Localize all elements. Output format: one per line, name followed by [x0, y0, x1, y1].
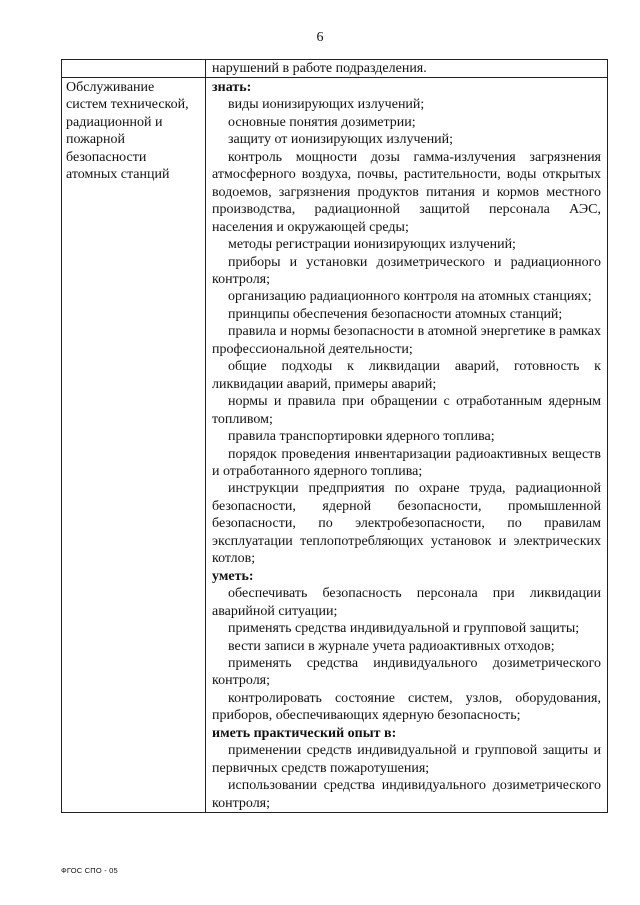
requirement-item: правила транспортировки ядерного топлива;	[228, 429, 495, 445]
activity-area-line: безопасности	[66, 149, 147, 165]
requirement-item: инструкции предприятия по охране труда, радиационной безопасности, ядерной безопасности, промышленной безопасности, по электробезопасности, по правилам эксплуатации теплопотребляющих установок и электрических котлов;	[212, 481, 601, 567]
page-number: 6	[316, 30, 324, 45]
section-heading-know: знать:	[212, 80, 252, 95]
requirement-item: общие подходы к ликвидации аварий, готовность к ликвидации аварий, примеры аварий;	[212, 359, 601, 392]
section-heading-skills: уметь:	[212, 568, 254, 584]
requirement-item: контроль мощности дозы гамма-излучения загрязнения атмосферного воздуха, почвы, растительности, воды открытых водоемов, загрязнения продуктов питания и кормов местного производства, радиационной защитой персонала АЭС, населения и окружающей среды;	[212, 149, 601, 235]
requirement-item: организацию радиационного контроля на атомных станциях;	[228, 289, 592, 305]
requirement-item: использовании средства индивидуального дозиметрического контроля;	[212, 778, 601, 811]
requirements-cell	[206, 78, 608, 813]
continuation-left-cell	[62, 60, 206, 78]
requirement-item: применять средства индивидуальной и групповой защиты;	[228, 621, 580, 637]
table-row-main	[62, 78, 608, 813]
activity-area-line: атомных станций	[66, 167, 170, 183]
activity-area-line: пожарной	[66, 132, 126, 148]
section-heading-experience: иметь практический опыт в:	[212, 725, 397, 741]
activity-area-line: Обслуживание	[66, 80, 155, 95]
requirement-item: обеспечивать безопасность персонала при ликвидации аварийной ситуации;	[212, 586, 601, 619]
requirement-item: вести записи в журнале учета радиоактивных отходов;	[228, 638, 555, 654]
footer-document-code: ФГОС СПО - 05	[61, 866, 118, 875]
table-row-continuation	[62, 60, 608, 78]
continuation-cell: нарушений в работе подразделения.	[206, 60, 608, 78]
requirement-item: правила и нормы безопасности в атомной энергетике в рамках профессиональной деятельности;	[212, 324, 601, 357]
requirement-item: принципы обеспечения безопасности атомных станций;	[228, 306, 563, 322]
requirement-item: методы регистрации ионизирующих излучений;	[228, 237, 516, 253]
requirement-item: порядок проведения инвентаризации радиоактивных веществ и отработанного ядерного топлива;	[212, 446, 601, 479]
requirement-item: контролировать состояние систем, узлов, оборудования, приборов, обеспечивающих ядерную безопасность;	[212, 690, 601, 724]
competency-table	[61, 59, 608, 813]
requirement-item: защиту от ионизирующих излучений;	[228, 132, 454, 148]
activity-area-line: радиационной и	[66, 114, 163, 130]
requirement-item: виды ионизирующих излучений;	[228, 97, 425, 113]
requirement-item: применять средства индивидуального дозиметрического контроля;	[212, 655, 601, 689]
requirement-item: применении средств индивидуальной и групповой защиты и первичных средств пожаротушения;	[212, 743, 601, 776]
requirement-item: основные понятия дозиметрии;	[228, 114, 416, 130]
activity-area-cell	[62, 78, 206, 813]
requirement-item: нормы и правила при обращении с отработанным ядерным топливом;	[212, 394, 601, 427]
activity-area-line: систем технической,	[66, 97, 189, 113]
requirement-item: приборы и установки дозиметрического и радиационного контроля;	[212, 254, 601, 287]
